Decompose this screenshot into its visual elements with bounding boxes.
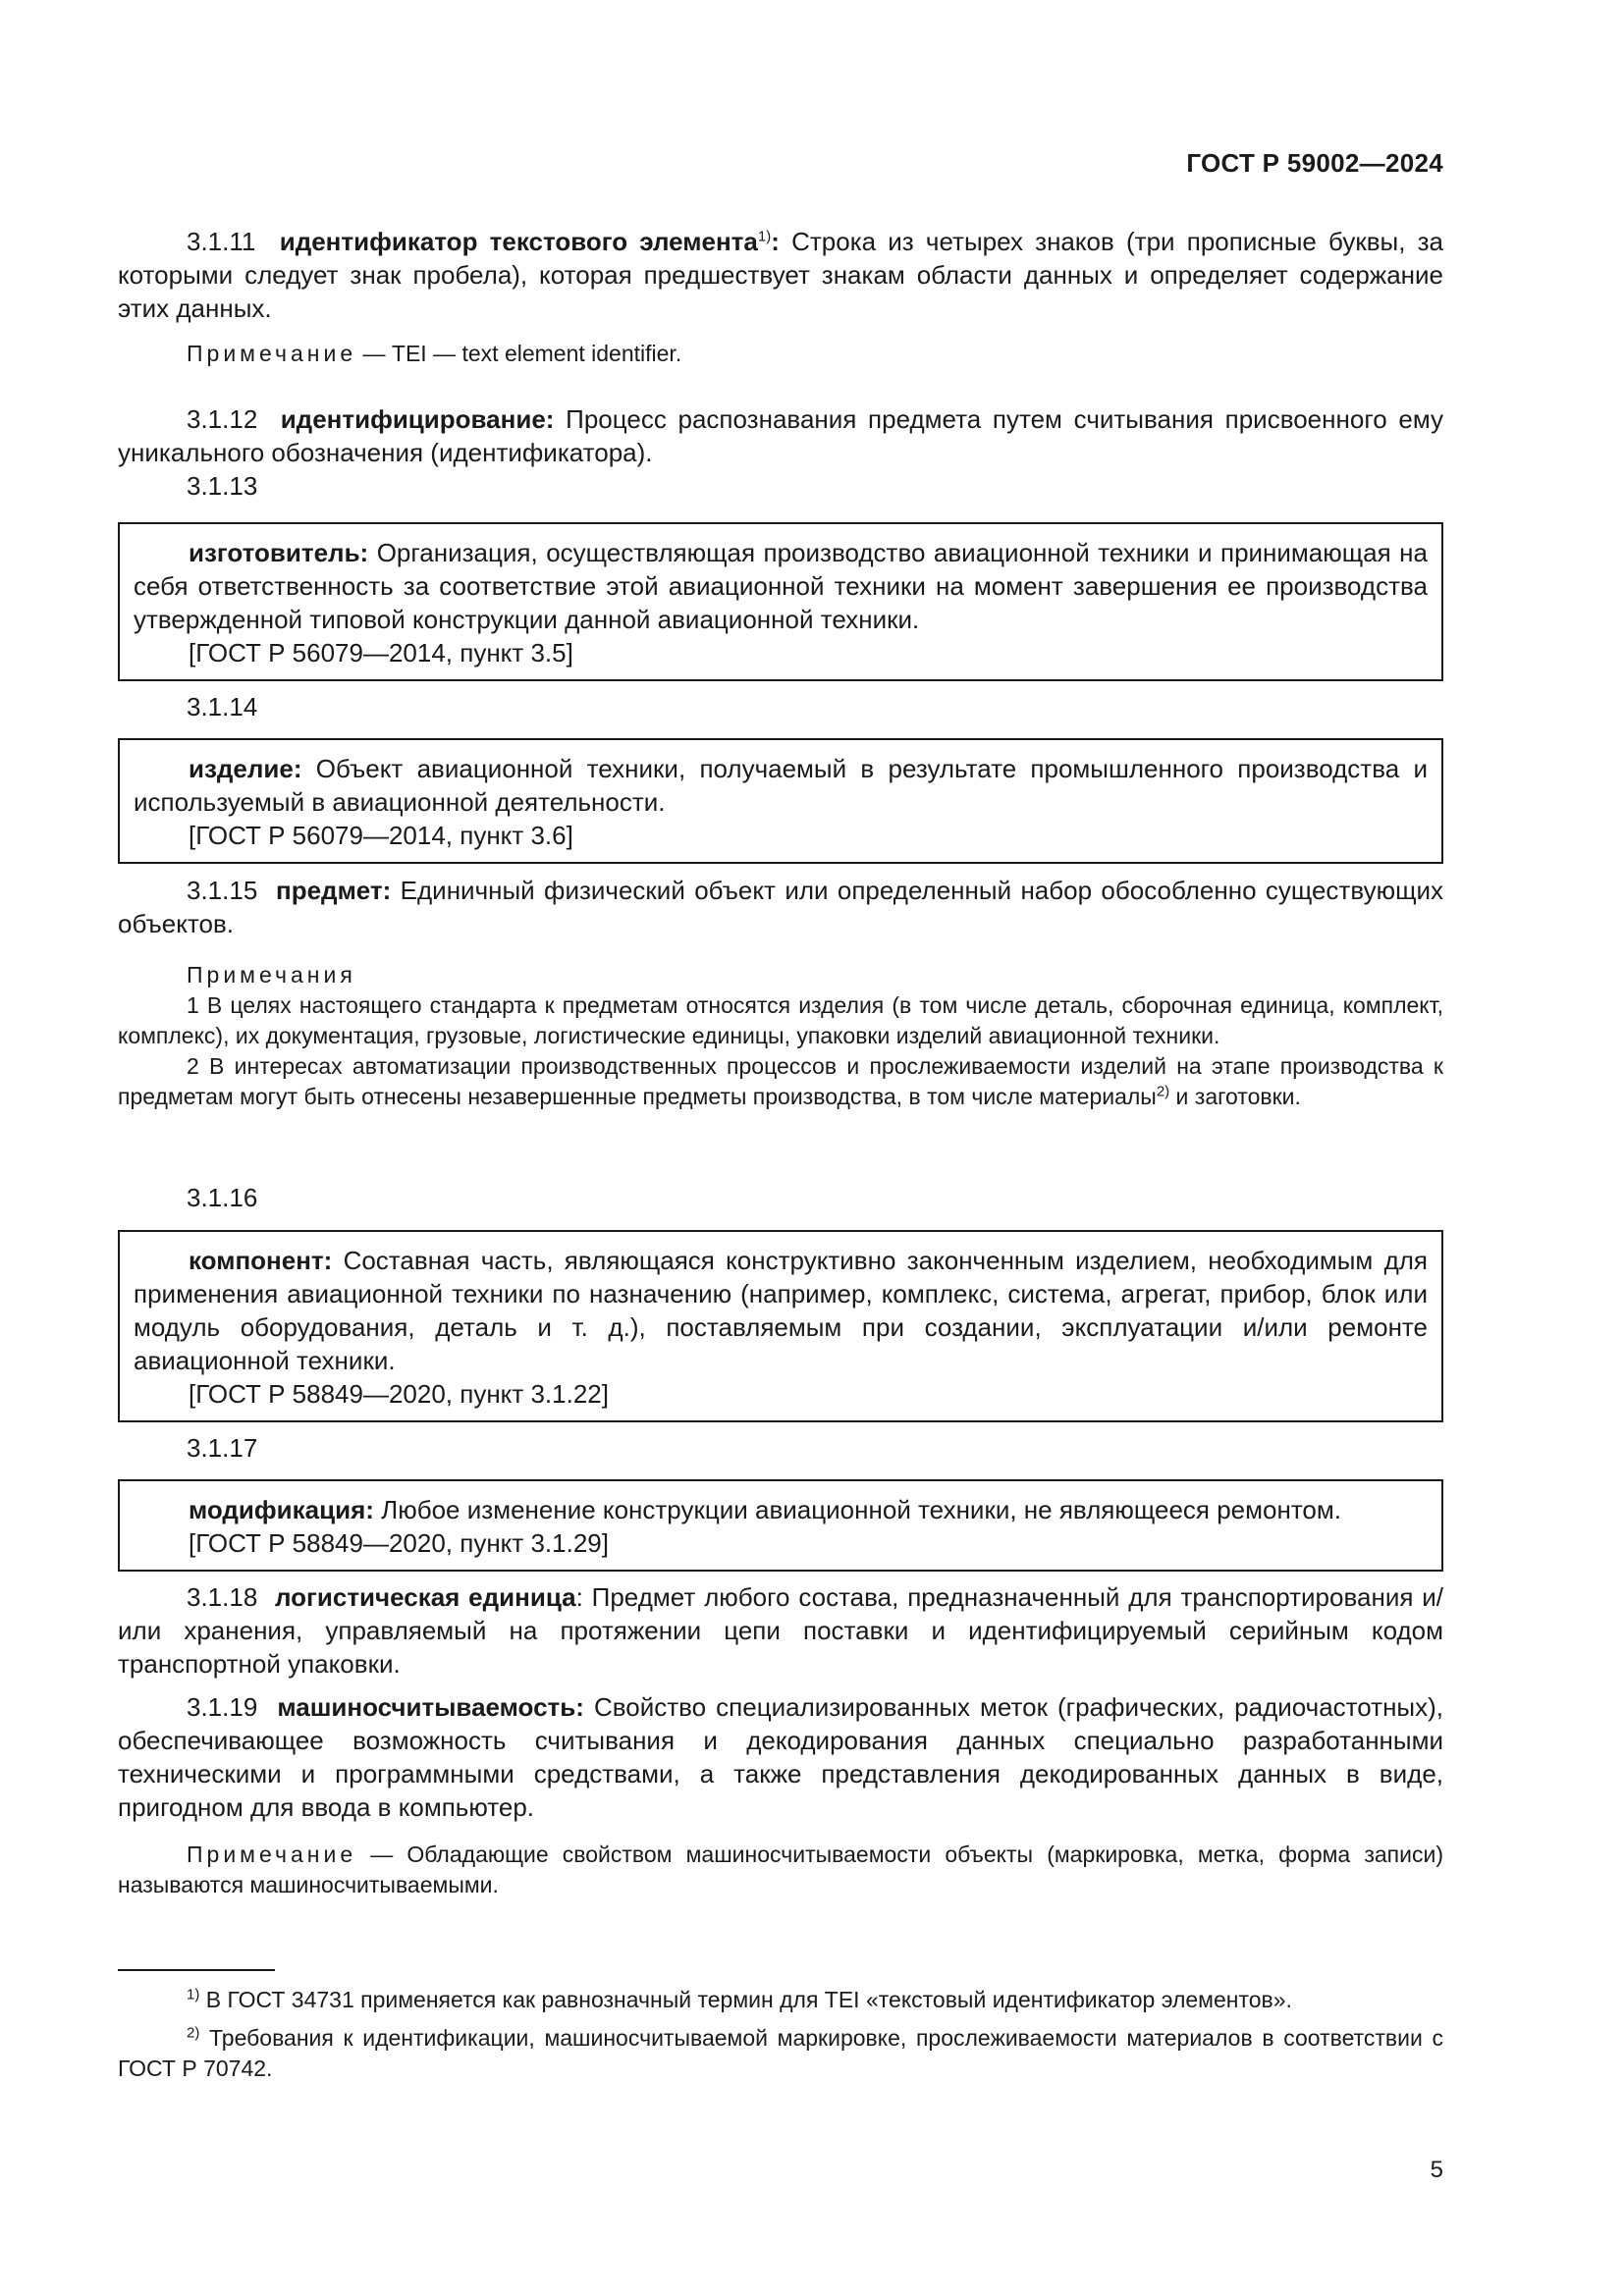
footnote-mark: 2)	[187, 2024, 200, 2042]
entry-paragraph	[118, 1580, 1443, 1681]
entry-definition: Составная часть, являющаяся конструктивно законченным изделием, необходимым для применения авиационной техники по назначению (например, комплекс, система, агрегат, прибор, блок или модуль оборудования, деталь и т. д.), поставляемым при создании, эксплуатации и/или ремонте авиационной техники.	[134, 1246, 1428, 1375]
entry-3-1-19	[118, 1690, 1443, 1900]
entry-definition: Объект авиационной техники, получаемый в результате промышленного производства и используемый в авиационной деятельности.	[134, 754, 1428, 817]
entry-number: 3.1.19	[187, 1692, 258, 1722]
entry-paragraph	[118, 402, 1443, 469]
entry-number: 3.1.18	[187, 1582, 258, 1612]
entry-term: компонент:	[189, 1246, 333, 1275]
notes-label: Примечания	[187, 962, 356, 988]
note-1: 1 В целях настоящего стандарта к предметам относятся изделия (в том числе деталь, сборочная единица, комплект, комплекс), их документация, грузовые, логистические единицы, упаковки изделий авиационной техники.	[118, 992, 1443, 1048]
entry-reference: [ГОСТ Р 58849—2020, пункт 3.1.22]	[189, 1379, 609, 1409]
entry-3-1-11	[118, 225, 1443, 369]
entry-definition: Строка из четырех знаков (три прописные буквы, за которыми следует знак пробела), которая предшествует знакам области данных и определяет содержание этих данных.	[118, 227, 1443, 323]
definition-box-3-1-17	[118, 1479, 1443, 1572]
entry-definition: : Предмет любого состава, предназначенный для транспортирования и/или хранения, управляемый на протяжении цепи поставки и идентифицируемый серийным кодом транспортной упаковки.	[118, 1582, 1444, 1679]
note-2-tail: и заготовки.	[1169, 1084, 1301, 1109]
entry-term: идентификатор текстового элемента	[279, 227, 758, 256]
note-label: Примечание	[187, 341, 357, 366]
entry-term: предмет:	[276, 876, 392, 905]
entry-paragraph	[134, 752, 1428, 819]
entry-definition: Свойство специализированных меток (графических, радиочастотных), обеспечивающее возможность считывания и декодирования данных специально разработанными техническими и программными средствами, а также представления декодированных данных в виде, пригодном для ввода в компьютер.	[118, 1692, 1443, 1822]
entry-term: изготовитель:	[189, 538, 369, 567]
entry-note	[118, 339, 1443, 369]
entry-paragraph	[118, 225, 1443, 325]
document-code-header: ГОСТ Р 59002—2024	[1186, 148, 1443, 178]
entry-definition: Любое изменение конструкции авиационной техники, не являющееся ремонтом.	[373, 1495, 1341, 1524]
definition-box-3-1-13	[118, 522, 1443, 681]
entry-term: логистическая единица	[274, 1582, 576, 1612]
entry-definition: Процесс распознавания предмета путем считывания присвоенного ему уникального обозначения (идентификатора).	[118, 404, 1444, 467]
note-label: Примечание	[187, 1842, 357, 1867]
entry-reference: [ГОСТ Р 56079—2014, пункт 3.5]	[189, 638, 573, 667]
note-2	[118, 1051, 1443, 1112]
entry-paragraph	[134, 536, 1428, 636]
entry-reference: [ГОСТ Р 56079—2014, пункт 3.6]	[189, 821, 573, 850]
entry-number-label: 3.1.17	[187, 1433, 258, 1463]
entry-number: 3.1.15	[187, 876, 258, 905]
footnote-ref: 2)	[1156, 1083, 1170, 1100]
entry-definition: Организация, осуществляющая производство авиационной техники и принимающая на себя ответственность за соответствие этой авиационной техники на момент завершения ее производства утвержденной типовой конструкции данной авиационной техники.	[134, 538, 1428, 634]
entry-term: машиносчитываемость:	[277, 1692, 584, 1722]
footnote-1	[118, 1985, 1443, 2015]
definition-box-3-1-14	[118, 738, 1443, 864]
entry-number: 3.1.11	[187, 227, 256, 256]
note-2-text: 2 В интересах автоматизации производственных процессов и прослеживаемости изделий на этапе производства к предметам могут быть отнесены незавершенные предметы производства, в том числе материалы	[118, 1053, 1443, 1109]
entry-note	[118, 1840, 1443, 1900]
entry-3-1-18	[118, 1580, 1443, 1681]
page-number: 5	[1430, 2157, 1443, 2183]
entry-paragraph	[134, 1493, 1428, 1526]
note-text: — Обладающие свойством машиносчитываемости объекты (маркировка, метка, форма записи) называются машиносчитываемыми.	[118, 1842, 1443, 1897]
entry-term: идентифицирование:	[280, 404, 555, 434]
entry-3-1-15	[118, 874, 1443, 1112]
entry-number-label: 3.1.13	[187, 471, 258, 501]
footnote-rule	[118, 1969, 275, 1971]
entry-3-1-12	[118, 402, 1443, 503]
footnote-2	[118, 2023, 1443, 2084]
entry-definition: Единичный физический объект или определенный набор обособленно существующих объектов.	[118, 876, 1444, 938]
definition-box-3-1-16	[118, 1230, 1443, 1422]
footnotes	[118, 1985, 1443, 2084]
entry-reference: [ГОСТ Р 58849—2020, пункт 3.1.29]	[189, 1528, 609, 1558]
footnote-ref: 1)	[757, 228, 772, 245]
entry-term: модификация:	[189, 1495, 374, 1524]
entry-number-label: 3.1.16	[187, 1183, 258, 1212]
footnote-text: Требования к идентификации, машиносчитываемой маркировке, прослеживаемости материалов в соответствии с ГОСТ Р 70742.	[118, 2025, 1443, 2081]
entry-paragraph	[118, 874, 1443, 940]
entry-paragraph	[118, 1690, 1443, 1824]
footnote-mark: 1)	[187, 1986, 200, 2003]
footnote-text: В ГОСТ 34731 применяется как равнозначный термин для TEI «текстовый идентификатор элементов».	[199, 1987, 1292, 2012]
entry-paragraph	[134, 1244, 1428, 1377]
entry-term: изделие:	[189, 754, 302, 783]
note-text: — TEI — text element identifier.	[356, 341, 682, 366]
entry-number: 3.1.12	[187, 404, 258, 434]
entry-number-label: 3.1.14	[187, 692, 258, 721]
term-colon: :	[771, 227, 780, 256]
